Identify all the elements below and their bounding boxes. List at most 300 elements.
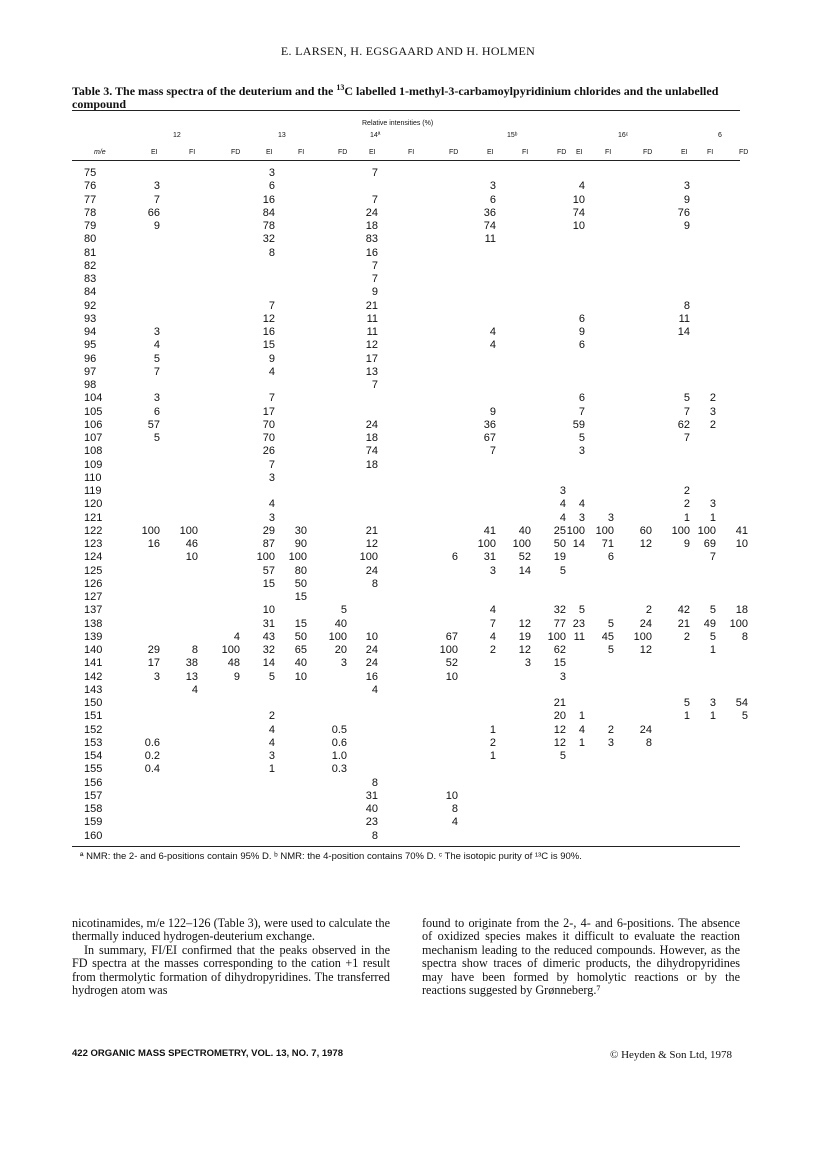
mle-value: 76: [84, 180, 97, 193]
intensity-cell: 24: [365, 564, 378, 577]
method-label: EI: [681, 149, 688, 156]
intensity-cell: 17: [262, 405, 275, 418]
mle-value: 127: [84, 591, 103, 603]
intensity-cell: 31: [365, 789, 378, 802]
intensity-cell: 11: [678, 312, 690, 325]
intensity-cell: 7: [683, 432, 690, 444]
intensity-cell: 7: [683, 405, 690, 418]
intensity-cell: 3: [489, 564, 496, 577]
intensity-cell: 23: [365, 816, 378, 829]
intensity-cell: 11: [366, 312, 378, 325]
mle-value: 94: [84, 326, 97, 338]
intensity-cell: 4: [559, 498, 566, 511]
intensity-cell: 18: [365, 220, 378, 232]
intensity-cell: 15: [553, 657, 566, 670]
intensity-cell: 8: [268, 246, 275, 259]
intensity-cell: 10: [735, 538, 748, 550]
compound-label: 12: [173, 132, 181, 139]
intensity-cell: 7: [268, 458, 275, 471]
mle-value: 108: [84, 445, 103, 458]
intensity-cell: 11: [366, 326, 378, 338]
compound-label: 16ᶜ: [618, 132, 629, 139]
mle-value: 81: [84, 246, 97, 259]
intensity-cell: 10: [445, 670, 458, 683]
intensity-cell: 15: [262, 339, 275, 352]
table-header-rule: [72, 160, 740, 161]
intensity-cell: 0.3: [331, 763, 347, 776]
intensity-cell: 7: [153, 193, 160, 206]
intensity-cell: 9: [153, 220, 160, 232]
method-label: FI: [298, 149, 305, 156]
method-label: EI: [487, 149, 494, 156]
intensity-cell: 24: [639, 617, 652, 630]
table-footnote: ª NMR: the 2- and 6-positions contain 95% D. ᵇ NMR: the 4-position contains 70% D. ᶜ The isotopic purity of ¹³C is 90%.: [80, 851, 582, 862]
intensity-cell: 7: [371, 259, 378, 272]
intensity-cell: 100: [547, 630, 566, 643]
intensity-cell: 9: [371, 286, 378, 299]
intensity-cell: 100: [439, 644, 458, 656]
intensity-cell: 5: [709, 604, 716, 617]
mle-value: 150: [84, 697, 103, 709]
intensity-cell: 9: [683, 193, 690, 206]
intensity-cell: 12: [262, 312, 275, 325]
intensity-cell: 3: [340, 657, 347, 670]
intensity-cell: 30: [294, 524, 307, 537]
mle-header: m/e: [94, 149, 106, 156]
intensity-cell: 1: [709, 710, 716, 723]
intensity-cell: 16: [262, 326, 275, 338]
mle-value: 139: [84, 630, 103, 643]
intensity-cell: 29: [262, 524, 275, 537]
intensity-cell: 14: [677, 326, 690, 338]
mle-value: 106: [84, 418, 103, 431]
intensity-cell: 1: [683, 710, 690, 723]
intensity-cell: 8: [683, 299, 690, 312]
intensity-cell: 7: [709, 551, 716, 564]
intensity-cell: 10: [294, 670, 307, 683]
intensity-cell: 9: [683, 220, 690, 232]
intensity-cell: 1: [578, 710, 585, 723]
intensity-cell: 6: [451, 551, 458, 564]
mle-value: 151: [84, 710, 103, 723]
method-label: FD: [338, 149, 348, 156]
intensity-cell: 4: [489, 604, 496, 617]
intensity-cell: 16: [365, 670, 378, 683]
intensity-cell: 5: [559, 750, 566, 762]
mle-value: 98: [84, 379, 97, 391]
intensity-cell: 21: [365, 299, 378, 312]
intensity-cell: 71: [601, 538, 614, 550]
intensity-cell: 4: [268, 498, 275, 511]
mle-value: 158: [84, 803, 103, 815]
method-label: EI: [576, 149, 583, 156]
table-title-part1: The mass spectra of the deuterium and the: [115, 84, 337, 98]
intensity-cell: 67: [483, 432, 496, 444]
intensity-cell: 5: [153, 432, 160, 444]
intensity-cell: 32: [553, 604, 566, 617]
intensity-cell: 18: [365, 432, 378, 444]
intensity-cell: 36: [483, 418, 496, 431]
compound-label: 15ᵇ: [507, 132, 518, 139]
mle-value: 143: [84, 683, 103, 696]
intensity-cell: 78: [262, 220, 275, 232]
intensity-cell: 7: [371, 193, 378, 206]
intensity-cell: 0.6: [144, 736, 160, 749]
intensity-cell: 74: [365, 445, 378, 458]
intensity-cell: 54: [735, 697, 748, 709]
intensity-cell: 7: [371, 273, 378, 285]
mle-value: 153: [84, 736, 103, 749]
intensity-cell: 100: [566, 524, 585, 537]
intensity-cell: 5: [709, 630, 716, 643]
intensity-cell: 16: [365, 246, 378, 259]
intensity-cell: 5: [683, 392, 690, 405]
mle-value: 154: [84, 750, 103, 762]
intensity-cell: 7: [153, 365, 160, 378]
intensity-cell: 1.0: [331, 750, 347, 762]
method-label: FD: [449, 149, 459, 156]
mle-value: 79: [84, 220, 97, 232]
journal-footer: 422 ORGANIC MASS SPECTROMETRY, VOL. 13, NO. 7, 1978: [72, 1048, 344, 1059]
mle-value: 138: [84, 617, 103, 630]
mle-value: 123: [84, 538, 103, 550]
intensity-cell: 12: [553, 736, 566, 749]
intensity-cell: 62: [553, 644, 566, 656]
intensity-cell: 67: [445, 630, 458, 643]
intensity-cell: 80: [294, 564, 307, 577]
intensity-cell: 24: [365, 418, 378, 431]
intensity-cell: 19: [518, 630, 531, 643]
intensity-cell: 12: [639, 538, 652, 550]
mle-value: 92: [84, 299, 97, 312]
intensity-cell: 4: [578, 498, 585, 511]
intensity-cell: 2: [683, 498, 690, 511]
intensity-cell: 1: [683, 511, 690, 524]
intensity-cell: 7: [371, 379, 378, 391]
mle-value: 142: [84, 670, 103, 683]
intensity-cell: 10: [572, 193, 585, 206]
intensity-cell: 4: [578, 723, 585, 736]
intensity-cell: 6: [578, 312, 585, 325]
intensity-cell: 4: [451, 816, 458, 829]
intensity-cell: 2: [683, 485, 690, 497]
intensity-cell: 4: [268, 723, 275, 736]
intensity-cell: 10: [445, 789, 458, 802]
mle-value: 155: [84, 763, 103, 776]
mle-value: 78: [84, 206, 97, 219]
intensity-cell: 4: [489, 630, 496, 643]
intensity-cell: 3: [709, 405, 716, 418]
intensity-cell: 2: [645, 604, 652, 617]
intensity-cell: 3: [607, 736, 614, 749]
intensity-cell: 24: [639, 723, 652, 736]
intensity-cell: 21: [553, 697, 566, 709]
intensity-cell: 40: [365, 803, 378, 815]
intensity-cell: 60: [639, 524, 652, 537]
intensity-cell: 3: [683, 180, 690, 193]
intensity-cell: 3: [709, 498, 716, 511]
intensity-cell: 5: [559, 564, 566, 577]
mle-value: 95: [84, 339, 97, 352]
running-header: E. LARSEN, H. EGSGAARD AND H. HOLMEN: [280, 44, 536, 58]
intensity-cell: 66: [147, 206, 160, 219]
intensity-cell: 100: [221, 644, 240, 656]
method-label: FI: [707, 149, 714, 156]
intensity-cell: 43: [262, 630, 275, 643]
table-bottom-rule: [72, 846, 740, 847]
compound-label: 14ª: [370, 132, 381, 139]
intensity-cell: 77: [553, 617, 566, 630]
intensity-cell: 20: [334, 644, 347, 656]
intensity-cell: 2: [268, 710, 275, 723]
intensity-cell: 3: [268, 167, 275, 179]
intensity-cell: 41: [483, 524, 496, 537]
intensity-cell: 10: [262, 604, 275, 617]
intensity-cell: 25: [553, 524, 566, 537]
intensity-cell: 2: [683, 630, 690, 643]
intensity-cell: 3: [559, 485, 566, 497]
intensity-cell: 12: [518, 644, 531, 656]
intensity-cell: 9: [489, 405, 496, 418]
intensity-cell: 1: [709, 511, 716, 524]
relative-intensities-label: Relative intensities (%): [362, 120, 434, 127]
intensity-cell: 10: [185, 551, 198, 564]
intensity-cell: 23: [572, 617, 585, 630]
intensity-cell: 19: [553, 551, 566, 564]
intensity-cell: 100: [256, 551, 275, 564]
intensity-cell: 7: [268, 392, 275, 405]
mle-value: 97: [84, 365, 97, 378]
intensity-cell: 100: [179, 524, 198, 537]
intensity-cell: 5: [683, 697, 690, 709]
intensity-cell: 12: [553, 723, 566, 736]
intensity-cell: 3: [153, 670, 160, 683]
intensity-cell: 100: [671, 524, 690, 537]
intensity-cell: 12: [518, 617, 531, 630]
intensity-cell: 3: [489, 180, 496, 193]
intensity-cell: 4: [268, 736, 275, 749]
mle-value: 75: [84, 167, 97, 179]
intensity-cell: 50: [294, 577, 307, 590]
intensity-cell: 100: [477, 538, 496, 550]
intensity-cell: 31: [483, 551, 496, 564]
mle-value: 110: [84, 471, 102, 484]
mle-value: 126: [84, 577, 103, 590]
intensity-cell: 9: [683, 538, 690, 550]
intensity-cell: 76: [677, 206, 690, 219]
intensity-cell: 5: [340, 604, 347, 617]
intensity-cell: 4: [153, 339, 160, 352]
table-label: Table 3.: [72, 84, 113, 98]
intensity-cell: 74: [483, 220, 496, 232]
intensity-cell: 45: [601, 630, 614, 643]
intensity-cell: 3: [559, 670, 566, 683]
intensity-cell: 4: [578, 180, 585, 193]
intensity-cell: 42: [677, 604, 690, 617]
intensity-cell: 2: [489, 736, 496, 749]
mle-value: 157: [84, 789, 103, 802]
copyright-footer: © Heyden & Son Ltd, 1978: [610, 1049, 733, 1061]
intensity-cell: 24: [365, 206, 378, 219]
intensity-cell: 4: [559, 511, 566, 524]
intensity-cell: 2: [709, 418, 716, 431]
intensity-cell: 5: [741, 710, 748, 723]
mle-value: 156: [84, 776, 103, 789]
mle-value: 77: [84, 193, 97, 206]
intensity-cell: 4: [191, 683, 198, 696]
intensity-cell: 29: [147, 644, 160, 656]
intensity-cell: 70: [262, 418, 275, 431]
intensity-cell: 52: [445, 657, 458, 670]
intensity-cell: 70: [262, 432, 275, 444]
intensity-cell: 3: [578, 445, 585, 458]
intensity-cell: 15: [262, 577, 275, 590]
intensity-cell: 5: [153, 352, 160, 365]
intensity-cell: 3: [153, 392, 160, 405]
intensity-cell: 40: [334, 617, 347, 630]
intensity-cell: 11: [484, 233, 496, 246]
mle-value: 105: [84, 405, 103, 418]
intensity-cell: 8: [371, 577, 378, 590]
method-label: EI: [151, 149, 158, 156]
intensity-cell: 5: [607, 617, 614, 630]
mle-value: 124: [84, 551, 103, 564]
intensity-cell: 50: [294, 630, 307, 643]
intensity-cell: 100: [633, 630, 652, 643]
intensity-cell: 13: [365, 365, 378, 378]
table-top-rule: [72, 110, 740, 111]
intensity-cell: 74: [572, 206, 585, 219]
method-label: FD: [643, 149, 653, 156]
intensity-cell: 0.6: [331, 736, 347, 749]
mle-value: 152: [84, 723, 103, 736]
table-title-sup: 13: [336, 83, 345, 92]
intensity-cell: 3: [709, 697, 716, 709]
intensity-cell: 0.4: [144, 763, 160, 776]
intensity-cell: 7: [578, 405, 585, 418]
intensity-cell: 4: [233, 630, 240, 643]
method-label: EI: [369, 149, 376, 156]
intensity-cell: 14: [262, 657, 275, 670]
mle-value: 119: [84, 485, 102, 497]
intensity-cell: 69: [703, 538, 716, 550]
intensity-cell: 90: [294, 538, 307, 550]
intensity-cell: 100: [288, 551, 307, 564]
intensity-cell: 0.5: [331, 723, 347, 736]
intensity-cell: 16: [147, 538, 160, 550]
intensity-cell: 40: [518, 524, 531, 537]
intensity-cell: 7: [489, 617, 496, 630]
intensity-cell: 8: [371, 829, 378, 842]
intensity-cell: 2: [489, 644, 496, 656]
intensity-cell: 83: [365, 233, 378, 246]
method-label: FI: [408, 149, 415, 156]
intensity-cell: 5: [607, 644, 614, 656]
intensity-cell: 6: [578, 392, 585, 405]
intensity-cell: 12: [365, 538, 378, 550]
intensity-cell: 100: [595, 524, 614, 537]
intensity-cell: 87: [262, 538, 275, 550]
intensity-cell: 8: [741, 630, 748, 643]
intensity-cell: 6: [153, 405, 160, 418]
intensity-cell: 14: [518, 564, 531, 577]
intensity-cell: 12: [639, 644, 652, 656]
intensity-cell: 4: [489, 339, 496, 352]
intensity-cell: 100: [359, 551, 378, 564]
intensity-cell: 57: [262, 564, 275, 577]
intensity-cell: 8: [645, 736, 652, 749]
mle-value: 125: [84, 564, 103, 577]
intensity-cell: 59: [572, 418, 585, 431]
method-label: FD: [739, 149, 749, 156]
intensity-cell: 15: [294, 617, 307, 630]
intensity-cell: 6: [607, 551, 614, 564]
intensity-cell: 6: [489, 193, 496, 206]
intensity-cell: 3: [268, 750, 275, 762]
table-caption: [72, 81, 742, 111]
mle-value: 107: [84, 432, 103, 444]
intensity-cell: 17: [147, 657, 160, 670]
intensity-cell: 24: [365, 644, 378, 656]
mle-value: 83: [84, 273, 97, 285]
mle-value: 82: [84, 259, 97, 272]
intensity-cell: 49: [703, 617, 716, 630]
intensity-cell: 5: [578, 604, 585, 617]
intensity-cell: 46: [185, 538, 198, 550]
mle-value: 140: [84, 644, 103, 656]
body-left-para-2: In summary, FI/EI confirmed that the peaks observed in the FD spectra at the masses corresponding to the cation +1 result from thermolytic formation of dihydropyridines. The transferred hydrogen atom was: [72, 942, 390, 998]
intensity-cell: 3: [268, 471, 275, 484]
intensity-cell: 7: [371, 167, 378, 179]
intensity-cell: 3: [153, 180, 160, 193]
intensity-cell: 14: [572, 538, 585, 550]
intensity-cell: 3: [153, 326, 160, 338]
intensity-cell: 48: [227, 657, 240, 670]
intensity-cell: 41: [735, 524, 748, 537]
intensity-cell: 9: [268, 352, 275, 365]
intensity-cell: 16: [262, 193, 275, 206]
intensity-cell: 10: [572, 220, 585, 232]
mle-value: 160: [84, 829, 103, 842]
intensity-cell: 100: [141, 524, 160, 537]
method-label: FI: [605, 149, 612, 156]
intensity-cell: 8: [451, 803, 458, 815]
mle-value: 141: [84, 657, 103, 670]
method-label: FD: [557, 149, 567, 156]
intensity-cell: 57: [147, 418, 160, 431]
intensity-cell: 50: [553, 538, 566, 550]
mle-value: 96: [84, 352, 97, 365]
intensity-cell: 18: [735, 604, 748, 617]
intensity-cell: 13: [185, 670, 198, 683]
compound-label: 13: [278, 132, 286, 139]
intensity-cell: 15: [294, 591, 307, 603]
intensity-cell: 11: [573, 630, 585, 643]
intensity-cell: 40: [294, 657, 307, 670]
intensity-cell: 8: [371, 776, 378, 789]
body-right-column: [422, 917, 740, 997]
intensity-cell: 9: [233, 670, 240, 683]
intensity-cell: 3: [268, 511, 275, 524]
intensity-cell: 1: [489, 750, 496, 762]
intensity-cell: 84: [262, 206, 275, 219]
intensity-cell: 20: [553, 710, 566, 723]
method-label: FD: [231, 149, 241, 156]
mle-value: 121: [84, 511, 103, 524]
body-left-para-1: nicotinamides, m/e 122–126 (Table 3), were used to calculate the thermally induced hydrogen-deuterium exchange.: [72, 916, 390, 944]
body-right-para-1: found to originate from the 2-, 4- and 6-positions. The absence of oxidized species makes it difficult to evaluate the reaction mechanism leading to the reduced compounds. However, as the spectra show traces of dimeric products, the dihydropyridines may have been formed by homolytic reactions or by the reactions suggested by Grønneberg.⁷: [422, 916, 740, 998]
mle-value: 80: [84, 233, 97, 246]
